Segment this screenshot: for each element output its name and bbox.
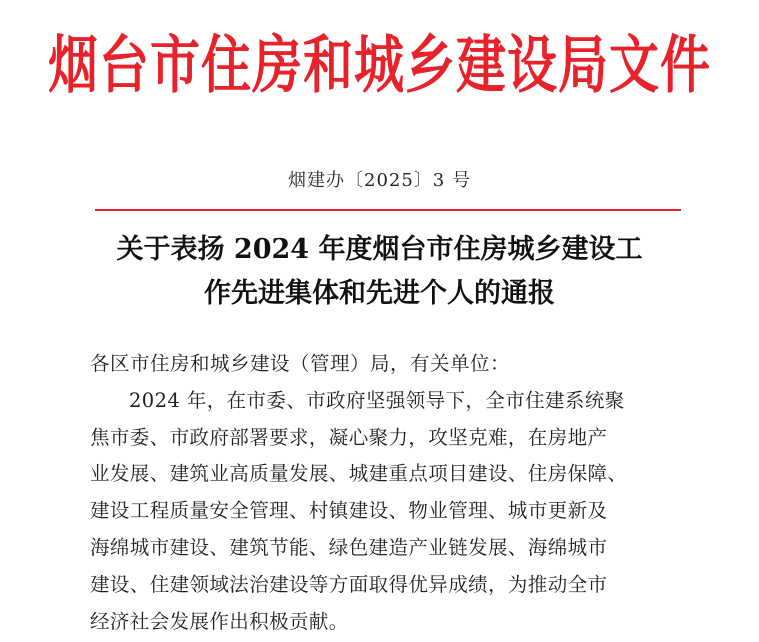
paragraph-line: 2024 年，在市委、市政府坚强领导下，全市住建系统聚 (129, 388, 625, 412)
document-masthead (0, 0, 759, 120)
paragraph-line: 海绵城市建设、建筑节能、绿色建造产业链发展、海绵城市 (90, 535, 608, 559)
masthead-title: 烟台市住房和城乡建设局文件 (48, 28, 711, 102)
document-title (0, 228, 759, 316)
document-title-line: 关于表扬 2024 年度烟台市住房城乡建设工 (116, 234, 643, 265)
document-title-line: 作先进集体和先进个人的通报 (204, 278, 555, 309)
paragraph-line: 经济社会发展作出积极贡献。 (90, 609, 349, 633)
salutation: 各区市住房和城乡建设（管理）局，有关单位： (90, 352, 511, 375)
document-body (90, 346, 690, 640)
paragraph-line: 焦市委、市政府部署要求，凝心聚力，攻坚克难，在房地产 (90, 425, 608, 449)
paragraph-line: 建设、住建领域法治建设等方面取得优异成绩，为推动全市 (90, 572, 608, 596)
document-number: 烟建办〔2025〕3 号 (288, 170, 471, 191)
body-paragraph (90, 383, 690, 641)
paragraph-line: 建设工程质量安全管理、村镇建设、物业管理、城市更新及 (90, 499, 608, 523)
paragraph-line: 业发展、建筑业高质量发展、城建重点项目建设、住房保障、 (90, 462, 628, 486)
red-divider-line (95, 209, 681, 211)
